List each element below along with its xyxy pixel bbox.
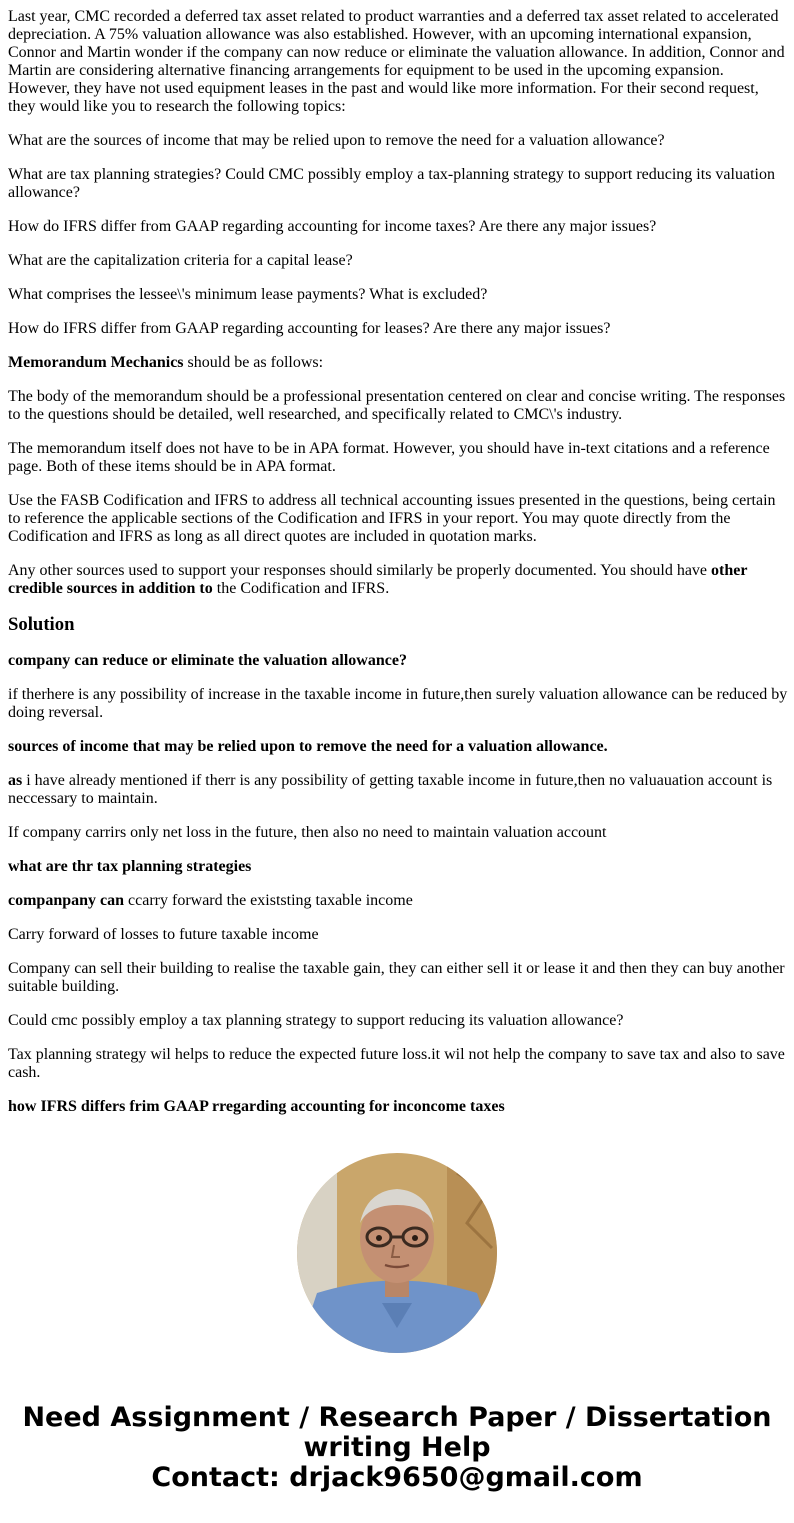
banner-line-1: Need Assignment / Research Paper / Dissertation bbox=[22, 1402, 772, 1433]
solution-question-2 bbox=[8, 738, 788, 756]
body-paragraph-2: The memorandum itself does not have to be in APA format. However, you should have in-text citations and a reference page. Both of these items should be in APA format. bbox=[8, 440, 770, 475]
solution-answer-2 bbox=[8, 772, 788, 808]
solution-answer-3-bold: companpany can bbox=[8, 892, 125, 909]
sources-bold: other credible sources in addition to bbox=[8, 562, 748, 597]
mechanics-paragraph bbox=[8, 354, 788, 372]
body-paragraph-3: Use the FASB Codification and IFRS to address all technical accounting issues presented in the questions, being certain to reference the applicable sections of the Codification and IFRS in your report. You may quote directly from the Codification and IFRS as long as all direct quotes are included in quotation marks. bbox=[8, 492, 776, 545]
question-4: What are the capitalization criteria for a capital lease? bbox=[8, 252, 353, 269]
solution-question-3-text: what are thr tax planning strategies bbox=[8, 858, 252, 875]
solution-answer-2-text: i have already mentioned if therr is any possibility of getting taxable income in future,then no valuauation account is neccessary to maintain. bbox=[8, 772, 773, 807]
solution-answer-3 bbox=[8, 892, 788, 910]
mechanics-text: should be as follows: bbox=[183, 354, 324, 371]
banner-line-2: writing Help bbox=[303, 1432, 491, 1463]
solution-question-1-text: company can reduce or eliminate the valuation allowance? bbox=[8, 652, 407, 669]
solution-question-5 bbox=[8, 1098, 788, 1116]
question-6: How do IFRS differ from GAAP regarding accounting for leases? Are there any major issues? bbox=[8, 320, 611, 337]
solution-answer-3b: Carry forward of losses to future taxable income bbox=[8, 926, 319, 943]
solution-question-3 bbox=[8, 858, 788, 876]
intro-paragraph: Last year, CMC recorded a deferred tax asset related to product warranties and a deferred tax asset related to accelerated depreciation. A 75% valuation allowance was also established. However, with an upcoming international expansion, Connor and Martin wonder if the company can now reduce or eliminate the valuation allowance. In addition, Connor and Martin are considering alternative financing arrangements for equipment to be used in the upcoming expansion. However, they have not used equipment leases in the past and would like more information. For their second request, they would like you to research the following topics: bbox=[8, 8, 785, 115]
contact-banner bbox=[0, 1403, 794, 1493]
solution-question-4: Could cmc possibly employ a tax planning strategy to support reducing its valuation allowance? bbox=[8, 1012, 624, 1029]
sources-paragraph bbox=[8, 562, 788, 598]
solution-answer-3c: Company can sell their building to realise the taxable gain, they can either sell it or lease it and then they can buy another suitable building. bbox=[8, 960, 785, 995]
solution-answer-1: if therhere is any possibility of increase in the taxable income in future,then surely valuation allowance can be reduced by doing reversal. bbox=[8, 686, 788, 721]
solution-question-5-text: how IFRS differs frim GAAP rregarding accounting for inconcome taxes bbox=[8, 1098, 505, 1115]
solution-heading: Solution bbox=[8, 614, 75, 635]
sources-pre: Any other sources used to support your responses should similarly be properly documented. You should have bbox=[8, 562, 712, 579]
author-photo bbox=[297, 1153, 497, 1353]
solution-question-2-text: sources of income that may be relied upon to remove the need for a valuation allowance. bbox=[8, 738, 608, 755]
question-5: What comprises the lessee\'s minimum lease payments? What is excluded? bbox=[8, 286, 488, 303]
solution-answer-2-bold: as bbox=[8, 772, 23, 789]
author-photo-illustration bbox=[297, 1153, 497, 1353]
question-2: What are tax planning strategies? Could CMC possibly employ a tax-planning strategy to support reducing its valuation allowance? bbox=[8, 166, 775, 201]
banner-contact[interactable]: Contact: drjack9650@gmail.com bbox=[151, 1462, 643, 1493]
solution-question-1 bbox=[8, 652, 788, 670]
solution-answer-3-text: ccarry forward the existsting taxable income bbox=[124, 892, 413, 909]
solution-answer-4: Tax planning strategy wil helps to reduce the expected future loss.it wil not help the company to save tax and also to save cash. bbox=[8, 1046, 785, 1081]
mechanics-label: Memorandum Mechanics bbox=[8, 354, 184, 371]
question-3: How do IFRS differ from GAAP regarding accounting for income taxes? Are there any major issues? bbox=[8, 218, 657, 235]
body-paragraph-1: The body of the memorandum should be a professional presentation centered on clear and concise writing. The responses to the questions should be detailed, well researched, and specifically related to CMC\'s industry. bbox=[8, 388, 786, 423]
question-1: What are the sources of income that may be relied upon to remove the need for a valuation allowance? bbox=[8, 132, 665, 149]
sources-post: the Codification and IFRS. bbox=[212, 580, 390, 597]
document-body bbox=[8, 8, 788, 1132]
solution-answer-2b: If company carrirs only net loss in the future, then also no need to maintain valuation account bbox=[8, 824, 607, 841]
